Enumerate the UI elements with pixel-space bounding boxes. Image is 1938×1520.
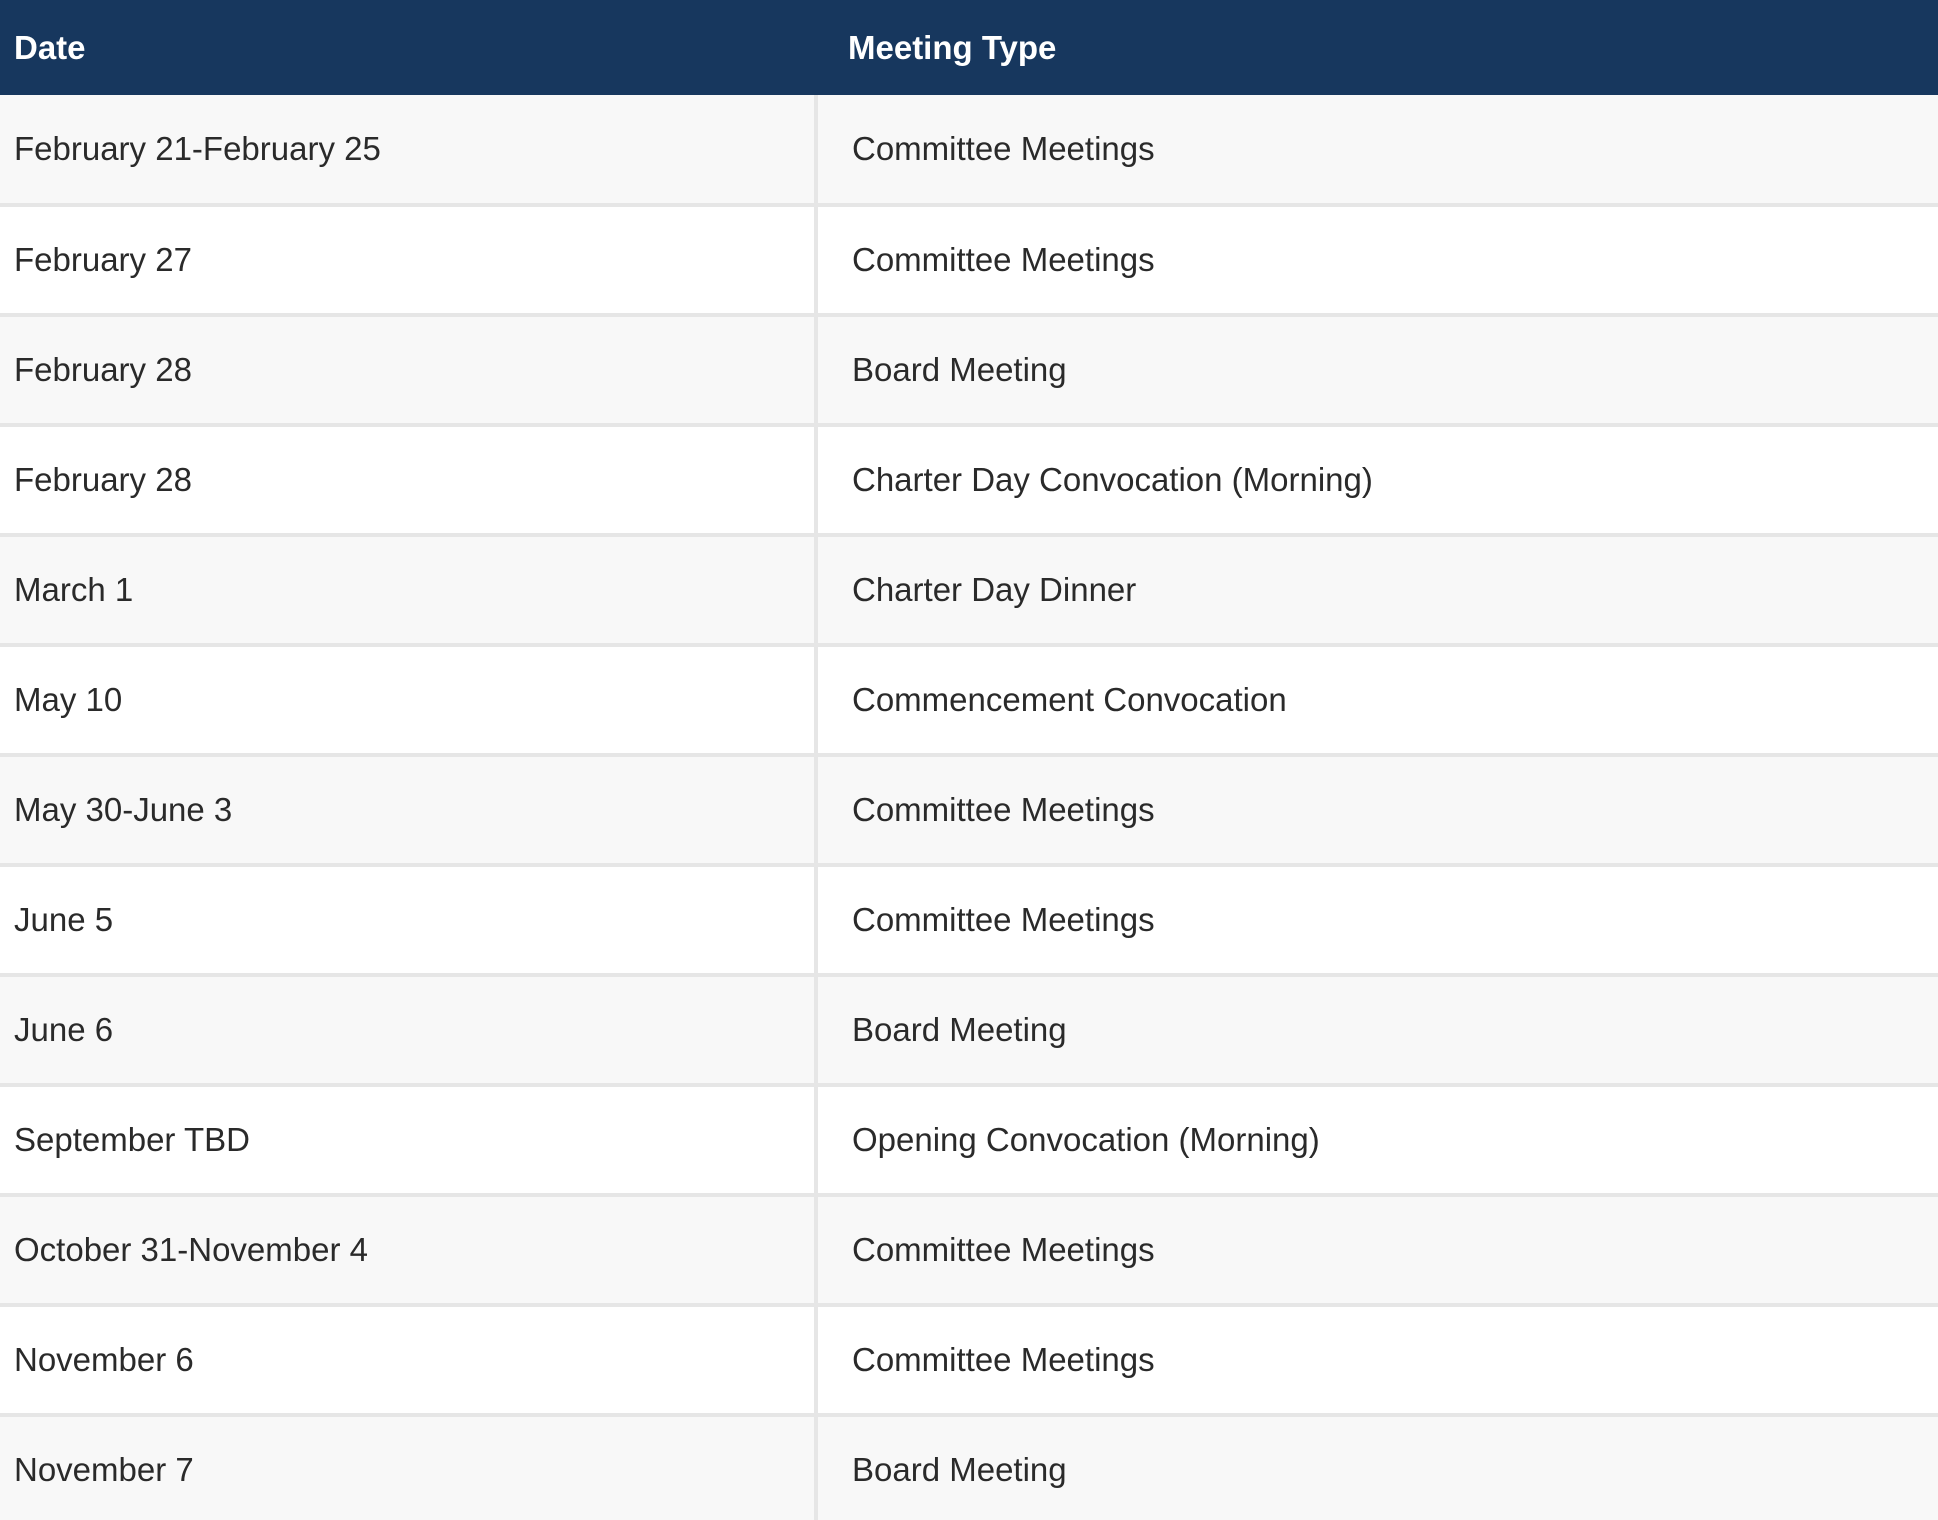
date-cell: September TBD [0, 1085, 816, 1195]
table-header [0, 0, 1938, 95]
table-row [0, 975, 1938, 1085]
table-row [0, 1085, 1938, 1195]
table-row [0, 535, 1938, 645]
date-cell: November 6 [0, 1305, 816, 1415]
date-cell: February 28 [0, 425, 816, 535]
meeting-type-cell: Committee Meetings [816, 205, 1938, 315]
meeting-type-cell: Committee Meetings [816, 1305, 1938, 1415]
table-row [0, 1415, 1938, 1520]
meeting-type-cell: Commencement Convocation [816, 645, 1938, 755]
table-row [0, 425, 1938, 535]
meeting-type-cell: Charter Day Convocation (Morning) [816, 425, 1938, 535]
date-cell: February 21-February 25 [0, 95, 816, 205]
table-row [0, 645, 1938, 755]
date-cell: February 27 [0, 205, 816, 315]
date-cell: November 7 [0, 1415, 816, 1520]
date-cell: October 31-November 4 [0, 1195, 816, 1305]
date-cell: March 1 [0, 535, 816, 645]
meeting-type-cell: Board Meeting [816, 315, 1938, 425]
meeting-type-cell: Committee Meetings [816, 865, 1938, 975]
table-row [0, 315, 1938, 425]
column-header-date: Date [0, 0, 816, 95]
table-row [0, 205, 1938, 315]
meeting-type-cell: Committee Meetings [816, 755, 1938, 865]
column-header-meeting-type: Meeting Type [816, 0, 1938, 95]
meeting-type-cell: Committee Meetings [816, 1195, 1938, 1305]
meeting-type-cell: Board Meeting [816, 975, 1938, 1085]
table-row [0, 865, 1938, 975]
date-cell: June 6 [0, 975, 816, 1085]
meeting-type-cell: Board Meeting [816, 1415, 1938, 1520]
meeting-type-cell: Opening Convocation (Morning) [816, 1085, 1938, 1195]
meeting-type-cell: Committee Meetings [816, 95, 1938, 205]
table-row [0, 95, 1938, 205]
date-cell: June 5 [0, 865, 816, 975]
meeting-type-cell: Charter Day Dinner [816, 535, 1938, 645]
date-cell: May 10 [0, 645, 816, 755]
table-row [0, 755, 1938, 865]
table-row [0, 1195, 1938, 1305]
table-row [0, 1305, 1938, 1415]
date-cell: May 30-June 3 [0, 755, 816, 865]
date-cell: February 28 [0, 315, 816, 425]
table-body [0, 95, 1938, 1520]
header-row [0, 0, 1938, 95]
